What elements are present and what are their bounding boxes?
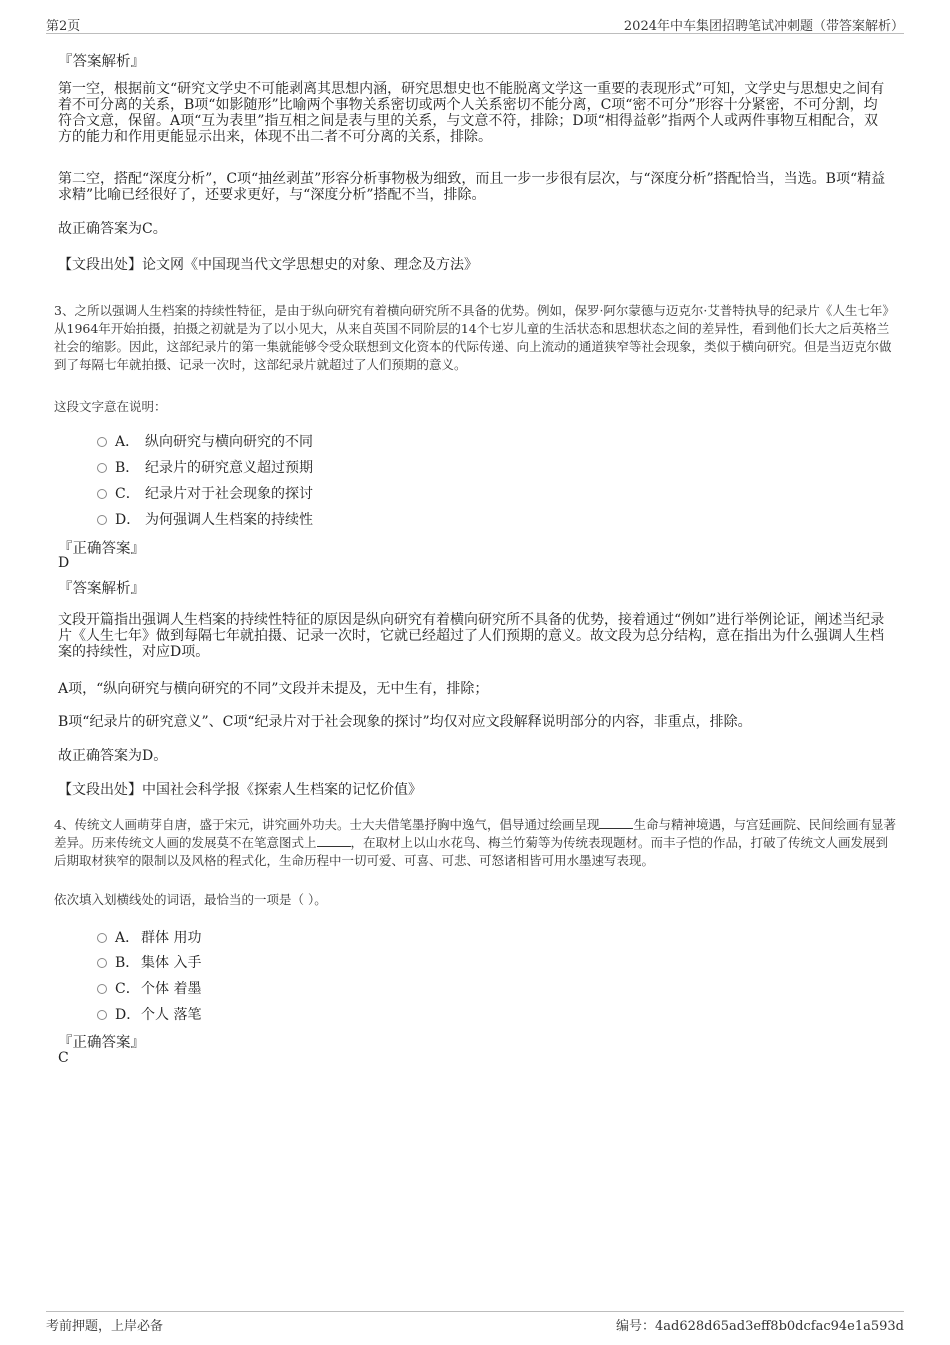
radio-icon[interactable] bbox=[97, 984, 107, 994]
q4-option-c[interactable]: C．个体 着墨 bbox=[97, 978, 201, 998]
q3-analysis-paragraph-3: B项“纪录片的研究意义”、C项“纪录片对于社会现象的探讨”均仅对应文段解释说明部分的内容，非重点，排除。 bbox=[58, 714, 752, 730]
q3-prompt: 这段文字意在说明： bbox=[54, 399, 167, 414]
q4-option-a[interactable]: A． 群体 用功 bbox=[97, 927, 201, 947]
q3-analysis-label: 『答案解析』 bbox=[58, 581, 145, 597]
q3-option-d[interactable]: D． 为何强调人生档案的持续性 bbox=[97, 509, 313, 529]
q3-correct-answer: D bbox=[58, 555, 70, 571]
fill-blank-1 bbox=[599, 816, 633, 829]
q3-conclusion: 故正确答案为D。 bbox=[58, 748, 168, 764]
page-header bbox=[46, 13, 904, 34]
fill-blank-2 bbox=[317, 834, 351, 847]
q3-option-b[interactable]: B． 纪录片的研究意义超过预期 bbox=[97, 457, 313, 477]
q2-analysis-paragraph-1: 第一空，根据前文“研究文学史不可能剥离其思想内涵，研究思想史也不能脱离文学这一重要的表现形式”可知，文学史与思想史之间有着不可分离的关系，B项“如影随形”比喻两个事物关系密切或两个人关系密切不能分离，C项“密不可分”形容十分紧密，不可分割，均符合文意，保留。A项“互为表里”指互相之间是表与里的关系，与文意不符，排除；D项“相得益彰”指两个人或两件事物互相配合，双方的能力和作用更能显示出来，体现不出二者不可分离的关系，排除。 bbox=[58, 81, 885, 145]
page-number: 第2页 bbox=[46, 19, 81, 34]
footer-slogan: 考前押题，上岸必备 bbox=[46, 1319, 164, 1334]
q3-analysis-paragraph-1: 文段开篇指出强调人生档案的持续性特征的原因是纵向研究有着横向研究所不具备的优势，接着通过“例如”进行举例论证，阐述当纪录片《人生七年》做到每隔七年就拍摄、记录一次时，它就已经超过了人们预期的意义。故文段为总分结构，意在指出为什么强调人生档案的持续性，对应D项。 bbox=[58, 612, 885, 660]
q4-option-b[interactable]: B． 集体 入手 bbox=[97, 952, 201, 972]
radio-icon[interactable] bbox=[97, 515, 107, 525]
radio-icon[interactable] bbox=[97, 437, 107, 447]
radio-icon[interactable] bbox=[97, 463, 107, 473]
q2-analysis-label: 『答案解析』 bbox=[58, 54, 145, 70]
radio-icon[interactable] bbox=[97, 933, 107, 943]
document-code: 编号：4ad628d65ad3eff8b0dcfac94e1a593d bbox=[616, 1319, 904, 1334]
q2-conclusion: 故正确答案为C。 bbox=[58, 221, 167, 237]
radio-icon[interactable] bbox=[97, 1010, 107, 1020]
document-title: 2024年中车集团招聘笔试冲刺题（带答案解析） bbox=[623, 19, 904, 34]
q2-source: 【文段出处】论文网《中国现当代文学思想史的对象、理念及方法》 bbox=[58, 257, 478, 273]
q3-analysis-paragraph-2: A项，“纵向研究与横向研究的不同”文段并未提及，无中生有，排除； bbox=[58, 681, 489, 697]
q3-correct-label: 『正确答案』 bbox=[58, 541, 145, 557]
q3-option-c[interactable]: C． 纪录片对于社会现象的探讨 bbox=[97, 483, 313, 503]
q4-stem: 4、传统文人画萌芽自唐，盛于宋元，讲究画外功夫。士大夫借笔墨抒胸中逸气，倡导通过绘画呈现 生命与精神境遇，与宫廷画院、民间绘画有显著差异。历来传统文人画的发展莫不在笔意图式上 ，在取材上以山水花鸟、梅兰竹菊等为传统表现题材。而丰子恺的作品，打破了传统文人画发展到后期取材狭窄的限制以及风格的程式化，生命历程中一切可爱、可喜、可悲、可怒诸相皆可用水墨速写表现。 bbox=[54, 817, 896, 868]
q3-option-a[interactable]: A． 纵向研究与横向研究的不同 bbox=[97, 431, 313, 451]
q4-prompt: 依次填入划横线处的词语，最恰当的一项是（ ）。 bbox=[54, 892, 327, 907]
radio-icon[interactable] bbox=[97, 958, 107, 968]
q4-option-d[interactable]: D．个人 落笔 bbox=[97, 1004, 201, 1024]
q4-correct-label: 『正确答案』 bbox=[58, 1035, 145, 1051]
q2-analysis-paragraph-2: 第二空，搭配“深度分析”，C项“抽丝剥茧”形容分析事物极为细致，而且一步一步很有层次，与“深度分析”搭配恰当，当选。B项“精益求精”比喻已经很好了，还要求更好，与“深度分析”搭配不当，排除。 bbox=[58, 171, 886, 203]
q4-correct-answer: C bbox=[58, 1050, 69, 1066]
radio-icon[interactable] bbox=[97, 489, 107, 499]
q3-source: 【文段出处】中国社会科学报《探索人生档案的记忆价值》 bbox=[58, 782, 422, 798]
page-footer bbox=[46, 1311, 904, 1334]
q3-stem: 3、之所以强调人生档案的持续性特征，是由于纵向研究有着横向研究所不具备的优势。例如，保罗·阿尔蒙德与迈克尔·艾普特执导的纪录片《人生七年》从1964年开始拍摄，拍摄之初就是为了以小见大，从来自英国不同阶层的14个七岁儿童的生活状态和思想状态之间的差异性，看到他们长大之后英格兰社会的缩影。因此，这部纪录片的第一集就能够令受众联想到文化资本的代际传递、向上流动的通道狭窄等社会现象，类似于横向研究。但是当迈克尔做到了每隔七年就拍摄、记录一次时，这部纪录片就超过了人们预期的意义。 bbox=[54, 303, 895, 372]
